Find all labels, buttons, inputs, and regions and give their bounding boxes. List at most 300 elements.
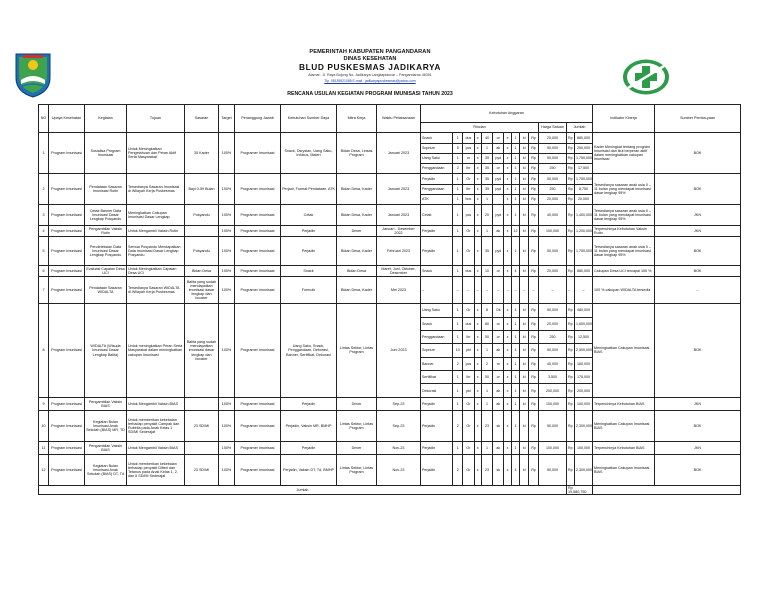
rincian-part: kl (520, 442, 529, 454)
harga-lines (539, 455, 566, 485)
jumlah-lines (567, 133, 592, 173)
rincian-part: 1 (511, 384, 520, 397)
rincian-part: pyd (493, 237, 504, 265)
col-header-waktu: Waktu Pelaksanaan (377, 105, 421, 133)
rincian-part: Or (463, 455, 474, 485)
harga-value: 20,000 (547, 197, 558, 202)
cell-sumber: JKN (655, 205, 741, 226)
cell-sasaran: Bayi 0-59 Bulan (185, 174, 219, 205)
document-title: RENCANA USULAN KEGIATAN PROGRAM IMUNISASI TAHUN 2023 (287, 91, 453, 98)
cell-harga (539, 441, 567, 454)
cell-sumber: BOK (655, 237, 741, 266)
rincian-line (421, 398, 538, 410)
jumlah-currency: Rp (567, 370, 575, 383)
cell-tujuan: Untuk memberikan kekebalan terhadap penyakit Campak dan Rubella pada Anak Kelas 1 SD/MI Sederajat (127, 410, 185, 441)
cell-ksd: Perjadin, Vaksin MR, BMHP (281, 410, 337, 441)
jumlah-currency: Rp (567, 331, 575, 344)
rincian-item: Penggandaan (421, 331, 453, 344)
harga-line (539, 237, 566, 265)
harga-value: 250 (549, 166, 556, 171)
cell-indikator: Tersedianya sasaran anak usia 0 – 11 bulan yang mendapat imunisasi dasar lengkap 95% (593, 237, 655, 266)
col-header-upaya: Upaya Kesehatan (49, 105, 85, 133)
harga-line (539, 304, 566, 317)
cell-no: 9 (39, 397, 49, 410)
rincian-part: Rp (529, 370, 538, 383)
rincian-part: 1 (511, 153, 520, 163)
rincian-item: Banner (421, 357, 453, 370)
rincian-part: kl (520, 163, 529, 173)
cell-sumber: JKN (655, 397, 741, 410)
harga-line (539, 357, 566, 370)
cell-indikator: Meningkatkan Cakupan Imunisasi BIAS (593, 454, 655, 485)
cell-jumlah (567, 304, 593, 398)
rincian-part: 1 (511, 442, 520, 454)
cell-no: 7 (39, 277, 49, 304)
cell-kegiatan: Pendeteksian Data Imunisasi Dasar Lengkap Posyandu (85, 237, 127, 266)
rincian-part: 10 (481, 266, 492, 276)
cell-target: 100% (219, 205, 235, 226)
rincian-part: ak (493, 344, 504, 357)
table-body (39, 133, 741, 495)
rincian-part: 1 (511, 344, 520, 357)
rincian-lines (421, 455, 538, 485)
cell-target: 100% (219, 237, 235, 266)
jumlah-lines (567, 174, 592, 204)
cell-upaya: Program Imunisasi (49, 304, 85, 398)
cell-rincian (421, 277, 539, 304)
cell-pj: Programer Imunisasi (235, 205, 281, 226)
jumlah-currency: Rp (567, 411, 575, 441)
cell-ksd: Uang Saku, Snack, Penggandaan, Dekorasi, Banner, Sertifikat, Dekorasi (281, 304, 337, 398)
harga-value: 40,000 (539, 357, 566, 370)
rincian-line (421, 442, 538, 454)
table-row (39, 226, 741, 237)
cell-harga (539, 205, 567, 226)
cell-harga (539, 266, 567, 277)
rincian-part: Rp (529, 153, 538, 163)
rincian-part: 1 (481, 194, 492, 204)
jumlah-value: 1,750,000 (576, 248, 592, 253)
rincian-part: kl (520, 455, 529, 485)
jumlah-currency: Rp (567, 133, 575, 143)
cell-upaya: Program Imunisasi (49, 454, 85, 485)
col-header-penanggung-jawab: Penanggung Jawab (235, 105, 281, 133)
rincian-part: Rp (529, 133, 538, 143)
col-header-jumlah: Jumlah (567, 123, 593, 133)
cell-pj: Programer Imunisasi (235, 226, 281, 237)
rincian-part: ak (493, 398, 504, 410)
table-row (39, 441, 741, 454)
rincian-part: Rp (529, 174, 538, 184)
harga-lines (539, 442, 566, 454)
harga-lines (539, 304, 566, 397)
harga-line (539, 331, 566, 344)
cell-target: 100% (219, 454, 235, 485)
rincian-part: Rp (531, 388, 536, 393)
cell-no: 11 (39, 441, 49, 454)
jumlah-line (567, 237, 592, 265)
rincian-part: – (481, 277, 492, 303)
rincian-part: x (474, 153, 481, 163)
harga-value: 50,000 (547, 423, 558, 428)
rincian-part: x (504, 317, 511, 330)
rincian-part: kl (520, 174, 529, 184)
cell-target: 100% (219, 174, 235, 205)
jumlah-value: 250,000 (575, 143, 593, 153)
total-value: Rp 19,580,750 (567, 485, 593, 494)
jumlah-currency: Rp (567, 174, 575, 184)
rincian-part: lbr (463, 331, 474, 344)
rincian-lines (421, 398, 538, 410)
rincian-line (421, 163, 538, 173)
government-name: PEMERINTAH KABUPATEN PANGANDARAN (309, 49, 431, 55)
harga-line (539, 411, 566, 441)
table-row (39, 133, 741, 174)
jumlah-value: 12,500 (575, 331, 593, 344)
jumlah-value: 1,750,000 (575, 174, 593, 184)
harga-value: 50,000 (539, 143, 566, 153)
rincian-part: x (504, 398, 511, 410)
rincian-part: kl (520, 184, 529, 194)
harga-line (539, 384, 566, 397)
jumlah-currency: Rp (567, 357, 575, 370)
cell-tujuan: Untuk Meningkatkan Pengetahuan dan Peran Aktif Serta Masyarakat (127, 133, 185, 174)
jumlah-currency: Rp (567, 344, 575, 357)
col-header-target: Target (219, 105, 235, 133)
cell-indikator: Meningkatkan Cakupan Imunisasi BIAS (593, 304, 655, 398)
jumlah-line (567, 266, 592, 276)
harga-line (539, 455, 566, 485)
cell-no: 5 (39, 237, 49, 266)
harga-lines (539, 226, 566, 236)
rincian-part: sk (493, 411, 504, 441)
rincian-part: kl (520, 205, 529, 225)
rincian-line (421, 205, 538, 225)
rincian-part: Rp (531, 228, 536, 233)
rincian-part: x (474, 266, 481, 276)
jumlah-value: 880,000 (577, 268, 590, 273)
jumlah-value: 2,300,000 (576, 423, 592, 428)
harga-value: 250 (539, 184, 566, 194)
agency-name: DINAS KESEHATAN (343, 55, 397, 62)
cell-kegiatan: Pendataan Sasaran WIDALTA (85, 277, 127, 304)
rincian-part: 12 (511, 226, 520, 236)
cell-kegiatan: WIDALTA (Wisuda Imunisasi Dasar Lengkap Balita) (85, 304, 127, 398)
cell-rincian (421, 454, 539, 485)
rincian-part: Or (463, 398, 474, 410)
cell-mitra: Lintas Sektor, Lintas Program (337, 454, 377, 485)
cell-sumber: BOK (655, 174, 741, 205)
total-row (39, 485, 741, 494)
rincian-line (421, 143, 538, 153)
rincian-item: Cetak (421, 205, 453, 225)
rincian-part: Rp (531, 248, 536, 253)
cell-harga (539, 277, 567, 304)
cell-target: 100% (219, 304, 235, 398)
rincian-part: 2 (453, 163, 463, 173)
jumlah-currency: Rp (567, 143, 575, 153)
harga-line (539, 205, 566, 225)
col-header-no: NO (39, 105, 49, 133)
cell-rincian (421, 441, 539, 454)
cell-upaya: Program Imunisasi (49, 397, 85, 410)
rincian-part: 35 (481, 153, 492, 163)
cell-jumlah (567, 237, 593, 266)
harga-value: 50,000 (547, 467, 558, 472)
rincian-line (421, 370, 538, 383)
rincian-item: Snack (421, 133, 453, 143)
cell-target: 100% (219, 410, 235, 441)
rincian-part: x (474, 184, 481, 194)
cell-rincian (421, 205, 539, 226)
rincian-item: Snack (421, 317, 453, 330)
rincian-part: x (474, 344, 481, 357)
rincian-part: x (474, 174, 481, 184)
rincian-line (421, 344, 538, 357)
harga-line (539, 226, 566, 236)
rincian-part: kl (520, 411, 529, 441)
jumlah-line (567, 384, 592, 397)
cell-tujuan: Untuk Mengambil Vaksin BIAS (127, 397, 185, 410)
rincian-part: x (474, 226, 481, 236)
harga-line (539, 153, 566, 163)
rincian-line (421, 357, 538, 370)
rincian-part: m (493, 357, 504, 370)
cell-no: 2 (39, 174, 49, 205)
harga-line (539, 143, 566, 153)
rincian-part: x (504, 411, 511, 441)
jumlah-line (567, 184, 592, 194)
rincian-part: 1 (511, 194, 520, 204)
rincian-item: Penggandaan (421, 184, 453, 194)
harga-line (539, 317, 566, 330)
cell-tujuan: Semua Posyandu Mendapatkan Data Imunisasi Dasar Lengkap Posyandu (127, 237, 185, 266)
rincian-part: 35 (481, 163, 492, 173)
cell-tujuan: Tersedianya Sasaran Imunisasi di Wilayah Kerja Puskesmas (127, 174, 185, 205)
rincian-lines (421, 266, 538, 276)
rincian-part: x (504, 237, 511, 265)
rincian-part: x (504, 163, 511, 173)
rincian-part: x (474, 194, 481, 204)
rincian-part: Rp (529, 344, 538, 357)
cell-pj: Programer Imunisasi (235, 266, 281, 277)
rincian-line (421, 194, 538, 204)
col-header-tujuan: Tujuan (127, 105, 185, 133)
rincian-item: Penggandaan (421, 163, 453, 173)
cell-kegiatan: Cetak Banner Data Imunisasi Dasar Lengkap Posyandu (85, 205, 127, 226)
rincian-part: 8 (481, 304, 492, 317)
cell-harga (539, 237, 567, 266)
rincian-part: kl (520, 237, 529, 265)
cell-kegiatan: Pengambilan Vaksin Rutin (85, 226, 127, 237)
rincian-line (421, 304, 538, 317)
rincian-item: Perjadin (421, 442, 453, 454)
total-label: Jumlah (39, 485, 567, 494)
harga-lines (539, 411, 566, 441)
rincian-part: Rp (531, 401, 536, 406)
cell-pj: Programer Imunisasi (235, 174, 281, 205)
cell-mitra: Driver (337, 397, 377, 410)
jumlah-currency: Rp (567, 163, 575, 173)
harga-line (539, 344, 566, 357)
rincian-part: 1 (453, 184, 463, 194)
cell-rincian (421, 226, 539, 237)
cell-waktu: Maret, Juni, Oktober, Desember (377, 266, 421, 277)
rincian-part: 1 (453, 370, 463, 383)
jumlah-line (567, 153, 592, 163)
jumlah-lines (567, 226, 592, 236)
rincian-lines (421, 226, 538, 236)
rincian-part: x (504, 184, 511, 194)
harga-value: 50,000 (547, 248, 558, 253)
rincian-part: x (474, 357, 481, 370)
cell-pj: Programer Imunisasi (235, 133, 281, 174)
table-row (39, 237, 741, 266)
rincian-part: pkt (463, 384, 474, 397)
rincian-part: 1 (511, 184, 520, 194)
rincian-part: 2 (481, 357, 492, 370)
rincian-item: Sertifikat (421, 370, 453, 383)
cell-target: 100% (219, 441, 235, 454)
rincian-part: kl (520, 226, 529, 236)
cell-indikator: Tersedianya sasaran anak usia 0 – 11 bulan yang mendapat imunisasi dasar lengkap 95% (593, 205, 655, 226)
cell-jumlah (567, 441, 593, 454)
cell-indikator: 100 % cakupan WIDALTA tersedia (593, 277, 655, 304)
cell-kegiatan: Kegiatan Bulan Imunisasi Anak Sekolah (BIAS) DT, Td (85, 454, 127, 485)
rincian-item: Perjadin (421, 455, 453, 485)
cell-ksd: Perjadi, Format Pendataan, ATK (281, 174, 337, 205)
cell-tujuan: Untuk memberikan kekebalan terhadap penyakit Difteri dan Tetanus pada Anak Kelas 1, 2, dan 5 SD/MI Sederajat (127, 454, 185, 485)
rincian-line (421, 184, 538, 194)
rincian-part: x (474, 370, 481, 383)
rincian-part: x (474, 455, 481, 485)
rincian-part: 1 (453, 194, 463, 204)
cell-jumlah (567, 133, 593, 174)
rincian-item: Sopnize (421, 143, 453, 153)
jumlah-currency: Rp (567, 442, 575, 454)
cell-mitra: Lintas Sektor, Lintas Program (337, 410, 377, 441)
cell-jumlah (567, 226, 593, 237)
col-header-mitra: Mitra Kerja (337, 105, 377, 133)
table-row (39, 266, 741, 277)
cell-target: 100% (219, 277, 235, 304)
jumlah-line (567, 205, 592, 225)
jumlah-value: 480,000 (575, 304, 593, 317)
harga-value: 20,000 (539, 317, 566, 330)
jumlah-currency: Rp (567, 266, 575, 276)
jumlah-currency: – (567, 277, 575, 303)
rincian-part: 1 (511, 205, 520, 225)
rincian-part: x (504, 266, 511, 276)
jumlah-line (567, 331, 592, 344)
rincian-part: 35 (481, 174, 492, 184)
rincian-item: – (421, 277, 453, 303)
rincian-part: x (504, 304, 511, 317)
jumlah-value: 1,750,000 (575, 153, 593, 163)
rincian-part: or (463, 153, 474, 163)
rincian-part: pcs (463, 205, 474, 225)
address-line: Alamat : Jl. Raya Bojong No. Jadikarya Langkaplancar – Pangandaran 46391 (308, 73, 432, 78)
harga-lines (539, 174, 566, 204)
cell-pj: Programer Imunisasi (235, 237, 281, 266)
cell-no: 8 (39, 304, 49, 398)
col-header-sumber-daya: Kebutuhan Sumber Daya (281, 105, 337, 133)
cell-ksd: Formulir (281, 277, 337, 304)
rincian-line (421, 237, 538, 265)
rincian-part: 1 (481, 442, 492, 454)
jumlah-line (567, 442, 592, 454)
cell-upaya: Program Imunisasi (49, 174, 85, 205)
jumlah-value: 2,300,000 (576, 467, 592, 472)
rincian-lines (421, 133, 538, 173)
jumlah-lines (567, 266, 592, 276)
harga-line (539, 277, 566, 303)
rincian-part: – (511, 277, 520, 303)
rincian-part: 5 (453, 143, 463, 153)
rincian-item: Dekorasi (421, 384, 453, 397)
cell-waktu: Januari 2023 (377, 133, 421, 174)
jumlah-lines (567, 455, 592, 485)
table-row (39, 174, 741, 205)
jumlah-line (567, 194, 592, 204)
cell-waktu: Nov-23 (377, 441, 421, 454)
rincian-part: 50 (481, 370, 492, 383)
cell-sasaran: Bidan Desa (185, 266, 219, 277)
cell-mitra: Bidan Desa, Kader (337, 277, 377, 304)
rincian-part: Or (463, 237, 474, 265)
puskesmas-logo-icon (622, 58, 670, 96)
harga-line (539, 163, 566, 173)
rincian-part: 1 (511, 370, 520, 383)
rincian-part: pcs (463, 143, 474, 153)
cell-sumber: BOK (655, 304, 741, 398)
rincian-part: 1 (511, 398, 520, 410)
rincian-part: 1 (511, 174, 520, 184)
cell-no: 10 (39, 410, 49, 441)
rincian-part: 1 (511, 317, 520, 330)
jumlah-line (567, 277, 592, 303)
cell-pj: Programer Imunisasi (235, 277, 281, 304)
jumlah-currency: Rp (567, 317, 575, 330)
rincian-item: Perjadin (421, 411, 453, 441)
rincian-part: x (504, 133, 511, 143)
rincian-part: 2 (453, 455, 463, 485)
rincian-part: dus (463, 133, 474, 143)
harga-value: – (551, 287, 554, 292)
rincian-part: x (474, 411, 481, 441)
jumlah-value: 20,000 (578, 197, 589, 202)
harga-line (539, 398, 566, 410)
rincian-part: 1 (511, 143, 520, 153)
rincian-part: Rp (531, 197, 536, 202)
rincian-part: x (474, 133, 481, 143)
cell-harga (539, 226, 567, 237)
harga-line (539, 442, 566, 454)
cell-rincian (421, 237, 539, 266)
rincian-part: 2 (453, 411, 463, 441)
jumlah-value: 175,000 (575, 370, 593, 383)
rincian-lines (421, 411, 538, 441)
harga-lines (539, 398, 566, 410)
cell-waktu: Sep-23 (377, 397, 421, 410)
cell-indikator: Kader Meningkat tentang program Imunisasi dan ikut berperan aktif dalam meningkatkan cakupan imunisasi (593, 133, 655, 174)
rincian-part: or (493, 317, 504, 330)
cell-mitra: Driver (337, 226, 377, 237)
jumlah-value: 100,000 (577, 401, 590, 406)
cell-mitra: Bidan Desa, Kader (337, 237, 377, 266)
table-row (39, 454, 741, 485)
table-row (39, 277, 741, 304)
